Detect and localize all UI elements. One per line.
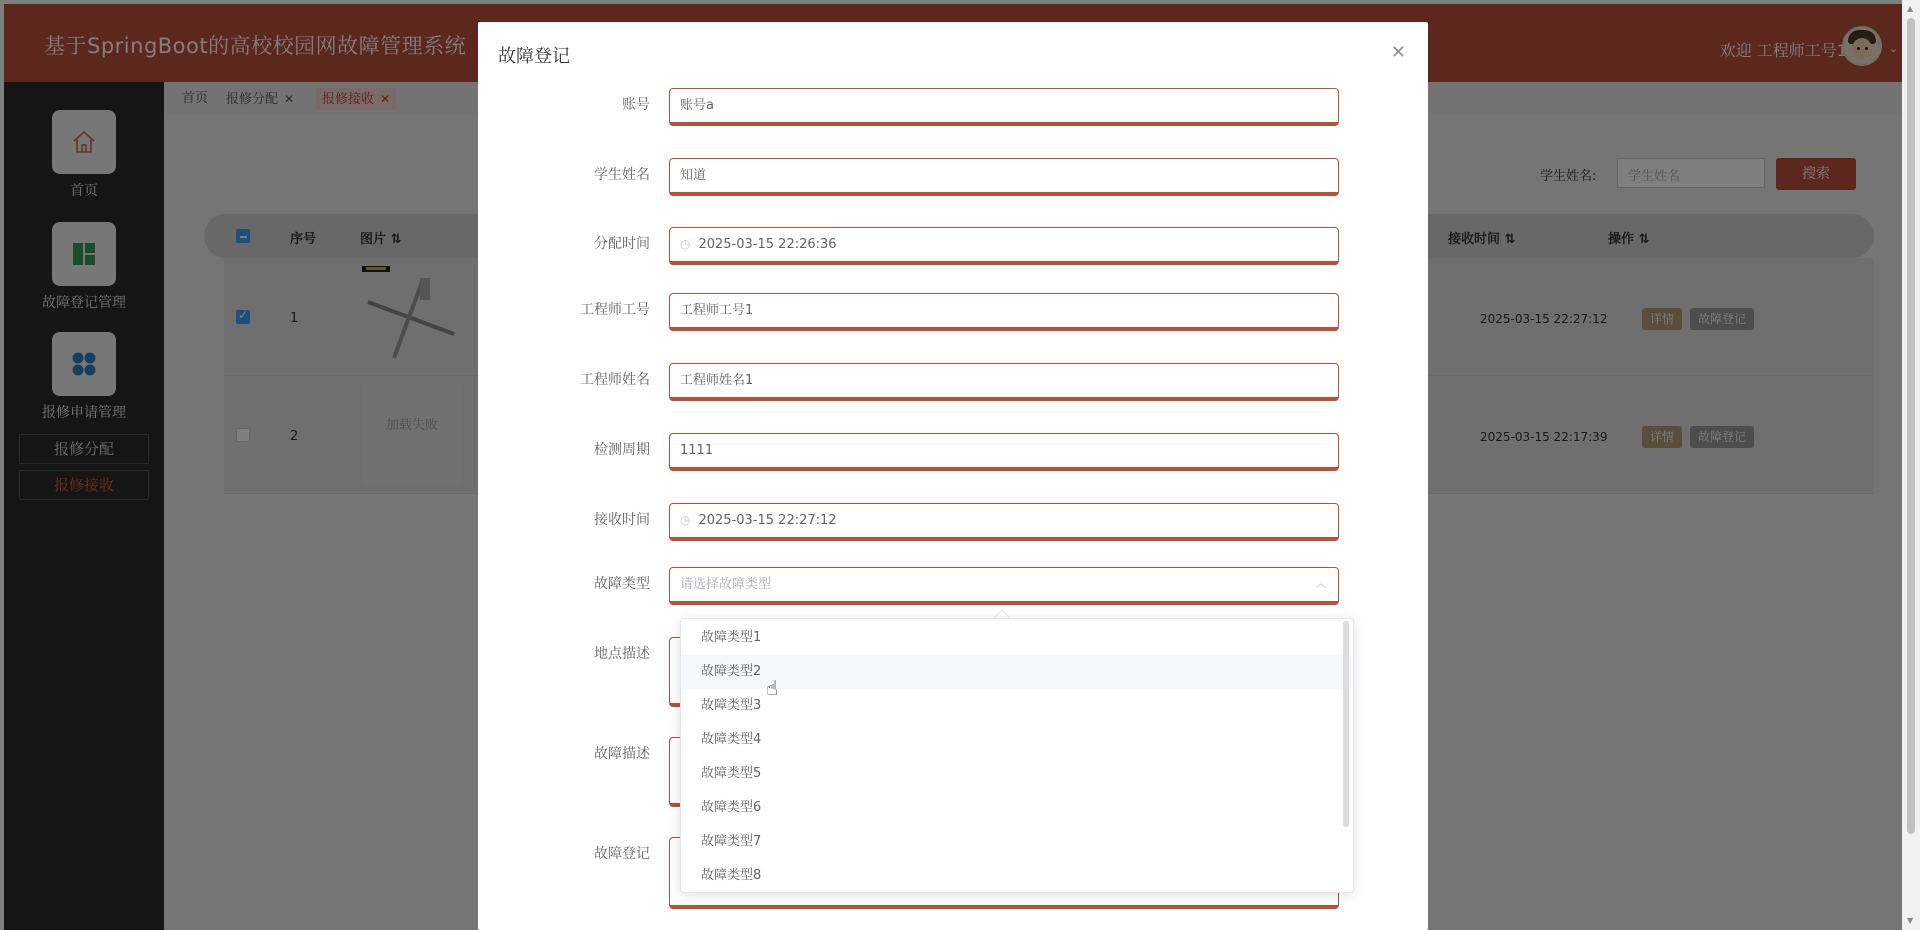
dropdown-option[interactable]: 故障类型5 <box>701 766 762 781</box>
clock-icon: ◷ <box>680 237 691 251</box>
engineer-name-field[interactable]: 工程师姓名1 <box>669 363 1339 401</box>
student-name-field[interactable]: 知道 <box>669 158 1339 196</box>
dropdown-option[interactable]: 故障类型1 <box>701 630 762 645</box>
scrollbar-thumb[interactable] <box>1907 18 1915 834</box>
dropdown-option[interactable]: 故障类型6 <box>701 800 762 815</box>
dropdown-option[interactable]: 故障类型3 <box>701 698 762 713</box>
dropdown-option[interactable]: 故障类型4 <box>701 732 762 747</box>
page-scrollbar[interactable] <box>1902 0 1920 930</box>
label-fault-type: 故障类型 <box>594 576 650 592</box>
account-field[interactable]: 账号a <box>669 88 1339 126</box>
inspection-cycle-field[interactable]: 1111 <box>669 433 1339 471</box>
dropdown-option[interactable]: 故障类型7 <box>701 834 762 849</box>
dropdown-scrollbar[interactable] <box>1343 621 1349 827</box>
assign-time-value: 2025-03-15 22:26:36 <box>698 237 837 252</box>
chevron-up-icon[interactable]: ︿ <box>1316 579 1326 590</box>
label-engineer-name: 工程师姓名 <box>580 372 650 388</box>
receive-time-field[interactable] <box>669 503 1339 541</box>
close-icon[interactable]: ✕ <box>1390 42 1406 63</box>
label-fault-register: 故障登记 <box>594 846 650 862</box>
dialog-title: 故障登记 <box>498 46 570 67</box>
dropdown-option[interactable]: 故障类型2 <box>681 655 1351 689</box>
clock-icon: ◷ <box>680 513 691 527</box>
scroll-down-icon[interactable]: ▼ <box>1907 916 1914 925</box>
fault-type-select[interactable] <box>669 567 1339 605</box>
label-location-desc: 地点描述 <box>594 646 650 662</box>
scroll-up-icon[interactable]: ▲ <box>1907 4 1914 13</box>
label-inspection-cycle: 检测周期 <box>594 442 650 458</box>
fault-type-dropdown <box>680 618 1354 893</box>
hand-pointer-icon: ☝ <box>766 676 779 700</box>
fault-type-placeholder: 请选择故障类型 <box>680 577 772 592</box>
dropdown-option[interactable]: 故障类型8 <box>701 868 762 883</box>
engineer-id-field[interactable]: 工程师工号1 <box>669 293 1339 331</box>
label-receive-time: 接收时间 <box>594 512 650 528</box>
label-account: 账号 <box>622 97 650 113</box>
label-assign-time: 分配时间 <box>594 236 650 252</box>
receive-time-value: 2025-03-15 22:27:12 <box>698 513 837 528</box>
label-fault-desc: 故障描述 <box>594 746 650 762</box>
label-engineer-id: 工程师工号 <box>580 302 650 318</box>
assign-time-field[interactable] <box>669 227 1339 265</box>
label-student-name: 学生姓名 <box>594 167 650 183</box>
